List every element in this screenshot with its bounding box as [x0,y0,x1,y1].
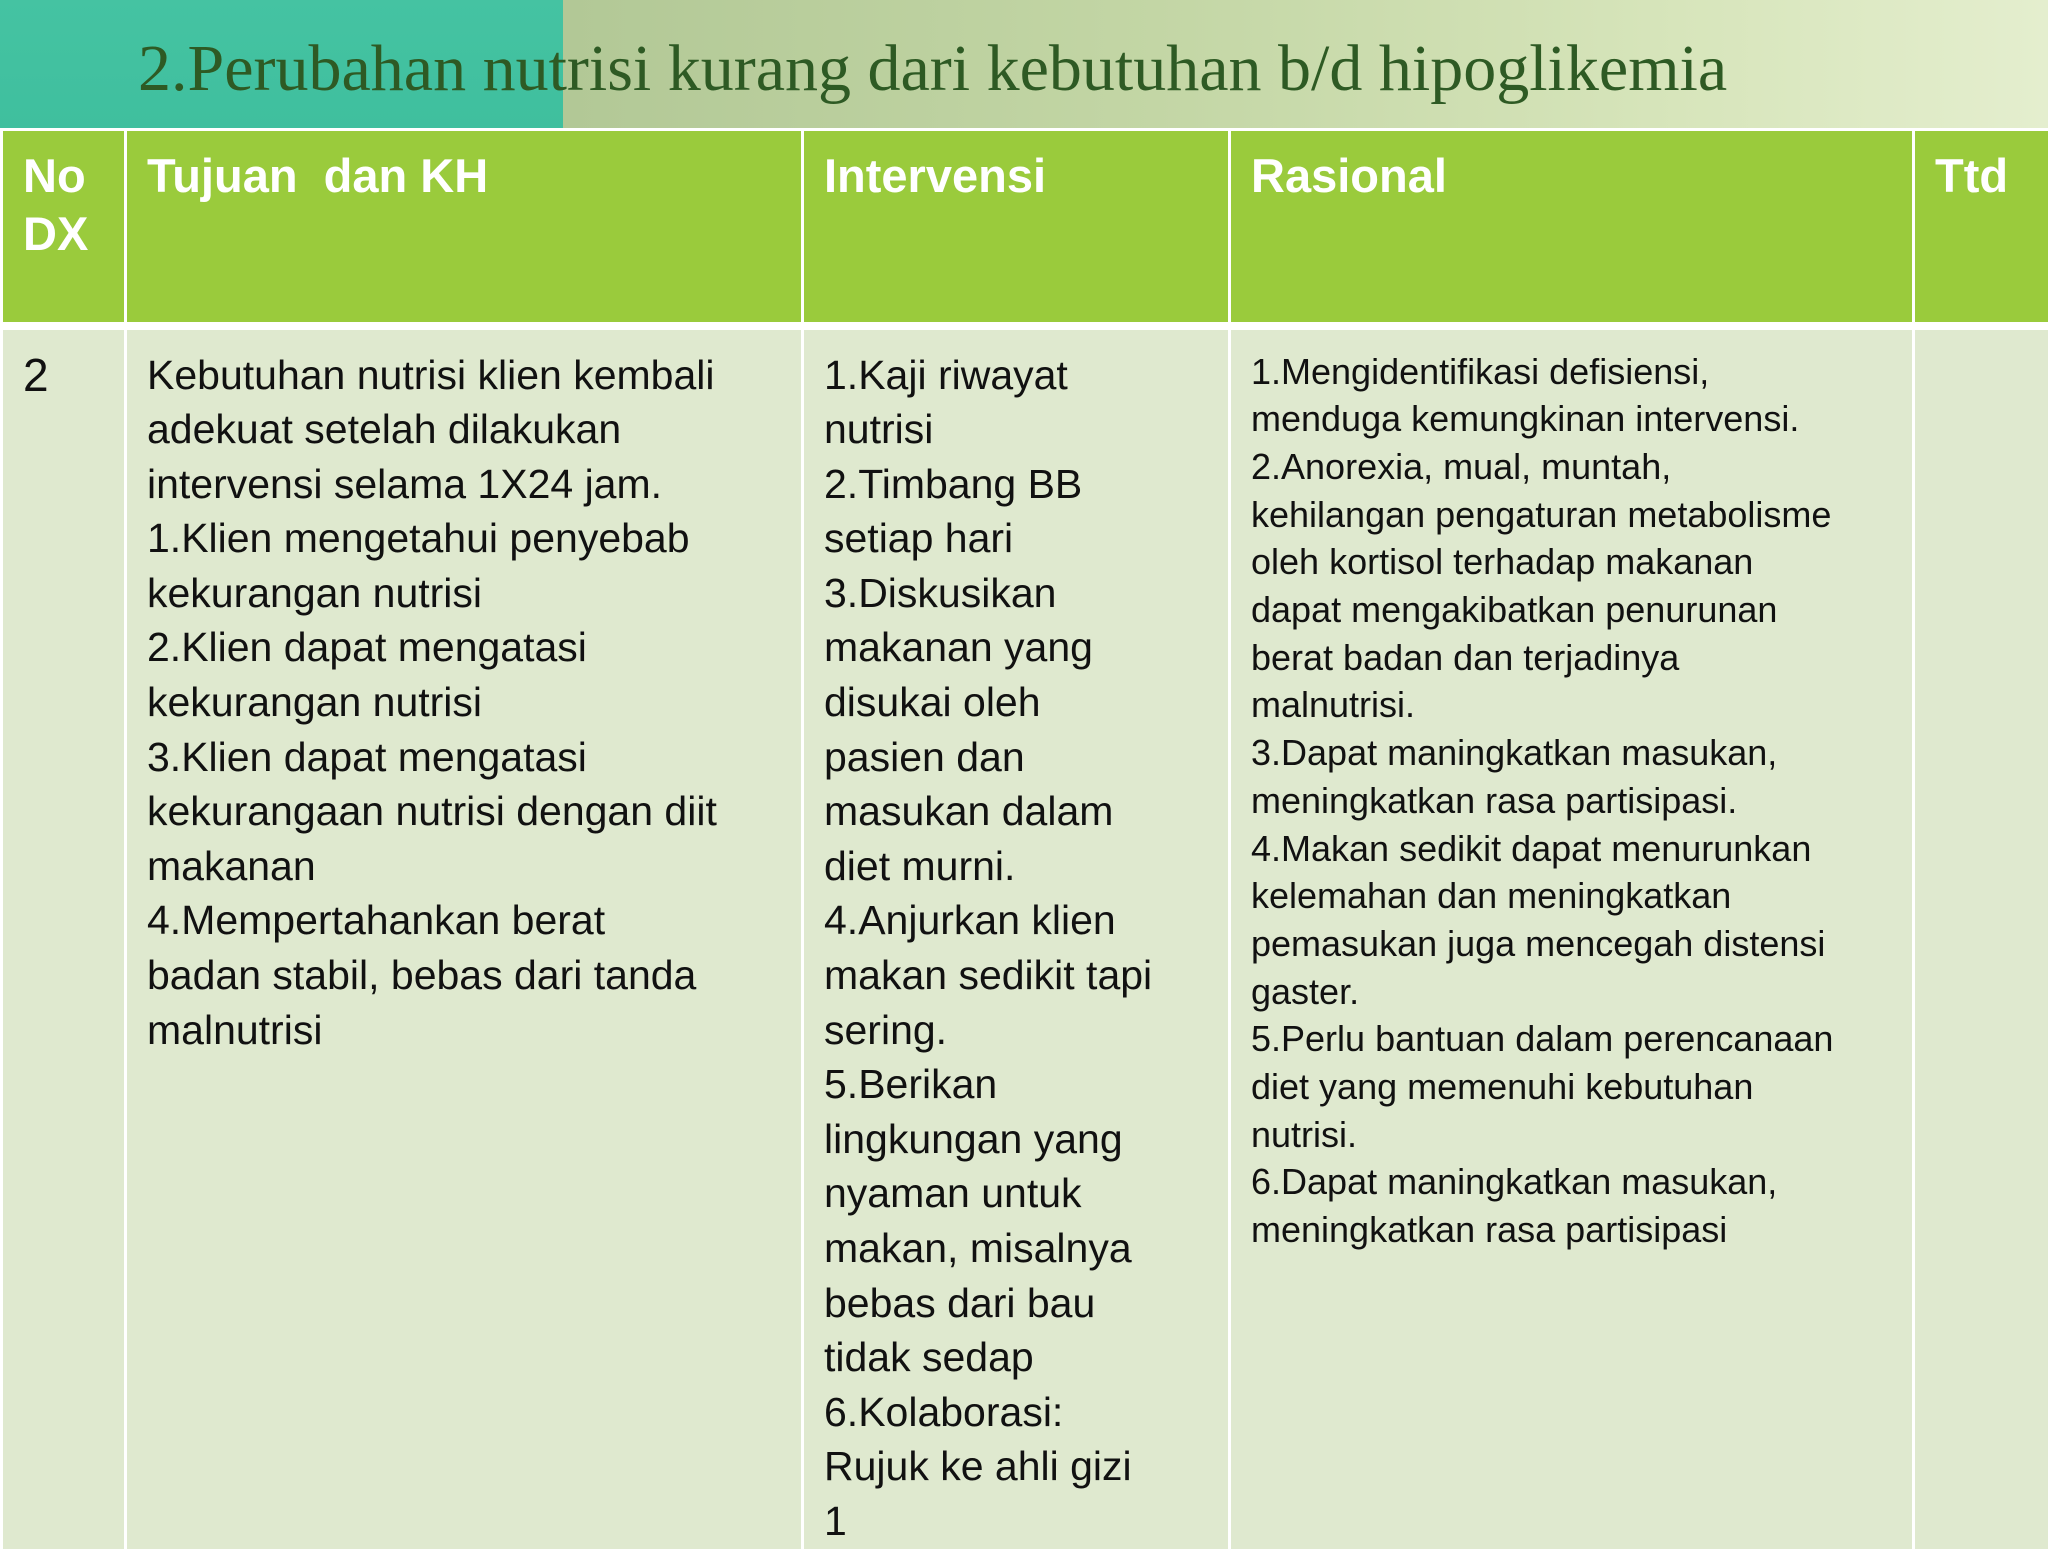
cell-text-line: berat badan dan terjadinya [1251,634,1892,682]
cell-text-line: intervensi selama 1X24 jam. [147,457,781,512]
cell-text-line: badan stabil, bebas dari tanda [147,948,781,1003]
cell-text-line: 4.Mempertahankan berat [147,893,781,948]
cell-text-line: 5.Perlu bantuan dalam perencanaan [1251,1015,1892,1063]
header-tujuan-label: Tujuan dan KH [147,149,488,202]
cell-text-line: pasien dan [824,730,1208,785]
header-intervensi: Intervensi [803,130,1230,326]
cell-text-line: adekuat setelah dilakukan [147,402,781,457]
cell-text-line: setiap hari [824,511,1208,566]
cell-text-line: oleh kortisol terhadap makanan [1251,538,1892,586]
cell-text-line: 3.Diskusikan [824,566,1208,621]
cell-text-line: kelemahan dan meningkatkan [1251,872,1892,920]
cell-text-line: Rujuk ke ahli gizi [824,1439,1208,1494]
cell-text-line: kekurangan nutrisi [147,566,781,621]
header-no-dx-line: DX [23,205,104,263]
cell-text-line: nutrisi [824,402,1208,457]
cell-text-line: pemasukan juga mencegah distensi [1251,920,1892,968]
cell-text-line: sering. [824,1003,1208,1058]
cell-text-line: meningkatkan rasa partisipasi. [1251,777,1892,825]
cell-text-line: makan, misalnya [824,1221,1208,1276]
cell-text-line: 4.Anjurkan klien [824,893,1208,948]
cell-text-line: 2.Anorexia, mual, muntah, [1251,443,1892,491]
cell-rasional [1230,326,1914,1551]
cell-text-line: 5.Berikan [824,1057,1208,1112]
cell-text-line: kekurangaan nutrisi dengan diit [147,784,781,839]
cell-text-line: malnutrisi [147,1003,781,1058]
cell-intervensi [803,326,1230,1551]
cell-text-line: 4.Makan sedikit dapat menurunkan [1251,825,1892,873]
cell-text-line: 6.Dapat maningkatkan masukan, [1251,1158,1892,1206]
cell-ttd [1914,326,2048,1551]
cell-text-line: meningkatkan rasa partisipasi [1251,1206,1892,1254]
cell-text-line: nyaman untuk [824,1166,1208,1221]
header-rasional: Rasional [1230,130,1914,326]
cell-text-line: 2.Timbang BB [824,457,1208,512]
header-tujuan [126,130,803,326]
header-no-dx-line: No [23,147,104,205]
header-ttd: Ttd [1914,130,2048,326]
cell-text-line: 1.Kaji riwayat [824,348,1208,403]
cell-text-line: diet murni. [824,839,1208,894]
cell-text-line: malnutrisi. [1251,681,1892,729]
cell-text-line: 1 [824,1494,1208,1549]
cell-text-line: disukai oleh [824,675,1208,730]
cell-text-line: kekurangan nutrisi [147,675,781,730]
cell-text-line: menduga kemungkinan intervensi. [1251,395,1892,443]
cell-text-line: bebas dari bau [824,1276,1208,1331]
cell-text-line: masukan dalam [824,784,1208,839]
cell-text-line: 2.Klien dapat mengatasi [147,620,781,675]
header-no-dx [2,130,126,326]
cell-text-line: Kebutuhan nutrisi klien kembali [147,348,781,403]
cell-text-line: diet yang memenuhi kebutuhan [1251,1063,1892,1111]
cell-text-line: lingkungan yang [824,1112,1208,1167]
cell-text-line: 1.Mengidentifikasi defisiensi, [1251,348,1892,396]
cell-text-line: dapat mengakibatkan penurunan [1251,586,1892,634]
table-header-row [2,130,2048,326]
cell-text-line: tidak sedap [824,1330,1208,1385]
cell-text-line: 6.Kolaborasi: [824,1385,1208,1440]
cell-text-line: kehilangan pengaturan metabolisme [1251,491,1892,539]
cell-text-line: 3.Klien dapat mengatasi [147,730,781,785]
table-row [2,326,2048,1551]
cell-text-line: makan sedikit tapi [824,948,1208,1003]
cell-text-line: nutrisi. [1251,1111,1892,1159]
slide-title: 2.Perubahan nutrisi kurang dari kebutuhan b/d hipoglikemia [138,36,1727,102]
nursing-care-plan-table [0,128,2048,1552]
cell-text-line: gaster. [1251,968,1892,1016]
cell-no-dx: 2 [2,326,126,1551]
cell-text-line: 3.Dapat maningkatkan masukan, [1251,729,1892,777]
cell-text-line: makanan [147,839,781,894]
cell-tujuan [126,326,803,1551]
cell-text-line: makanan yang [824,620,1208,675]
cell-text-line: 1.Klien mengetahui penyebab [147,511,781,566]
